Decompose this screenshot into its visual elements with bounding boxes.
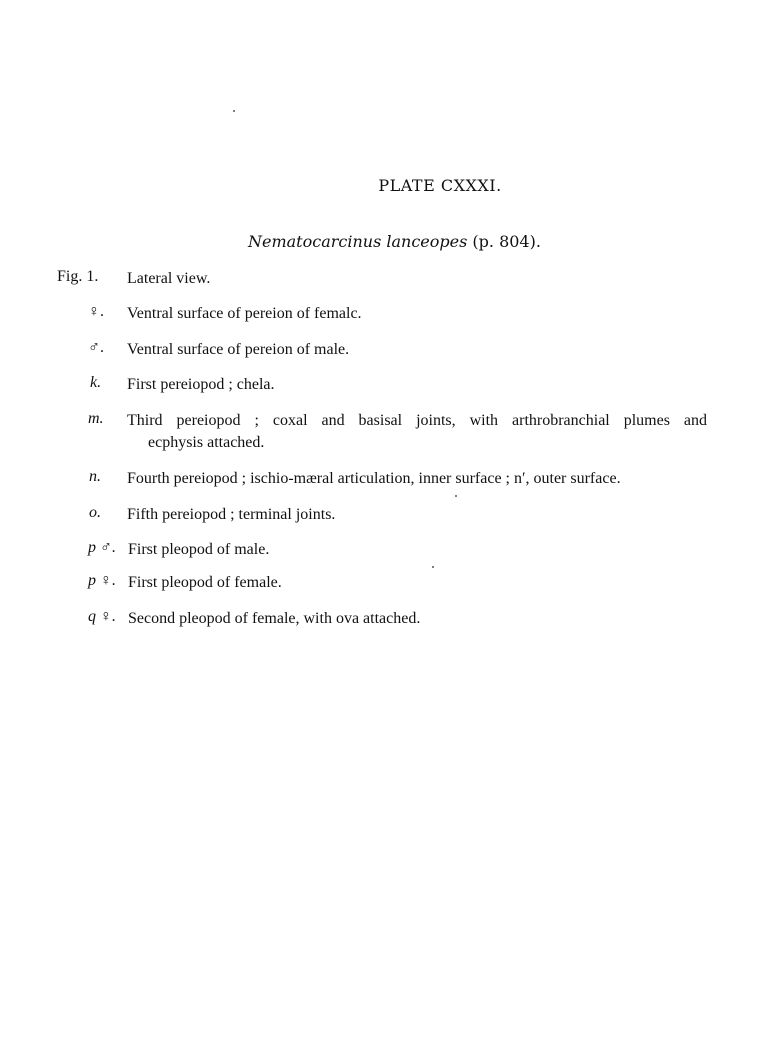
entry-label: o. xyxy=(89,504,101,521)
entry-label: k. xyxy=(90,374,102,391)
entry-label: p ♀. xyxy=(88,572,116,589)
entry-label: q ♀. xyxy=(88,608,116,625)
entry-description-line: ecphysis attached. xyxy=(148,434,265,451)
entry-label: n. xyxy=(89,468,101,485)
entry-description: Ventral surface of pereion of femalc. xyxy=(127,305,362,322)
entry-description: First pereiopod ; chela. xyxy=(127,376,275,393)
entry-description: Lateral view. xyxy=(127,270,211,287)
entry-label: ♂. xyxy=(88,339,104,356)
entry-label: Fig. 1. xyxy=(57,268,99,285)
scan-speck xyxy=(432,566,434,568)
plate-title-text: PLATE CXXXI. xyxy=(378,176,502,195)
entry-description: First pleopod of female. xyxy=(128,574,282,591)
entry-description xyxy=(127,410,707,454)
entry-description: Fourth pereiopod ; ischio-mæral articulation, inner surface ; n′, outer surface. xyxy=(127,470,621,487)
entry-label: m. xyxy=(88,410,104,427)
entry-label: p ♂. xyxy=(88,539,116,556)
entry-description: Ventral surface of pereion of male. xyxy=(127,341,350,358)
plate-title xyxy=(0,176,776,195)
scan-speck xyxy=(455,495,457,497)
species-name: Nematocarcinus lanceopes xyxy=(248,232,468,251)
species-heading xyxy=(248,232,541,251)
entry-description: Second pleopod of female, with ova attached. xyxy=(128,610,421,627)
species-page-ref: (p. 804). xyxy=(467,232,541,251)
entry-description-line: Third pereiopod ; coxal and basisal joints, with arthrobranchial plumes and xyxy=(127,412,707,429)
entry-label: ♀. xyxy=(88,303,104,320)
entry-description: First pleopod of male. xyxy=(128,541,270,558)
scan-speck xyxy=(233,110,235,112)
entry-description: Fifth pereiopod ; terminal joints. xyxy=(127,506,336,523)
